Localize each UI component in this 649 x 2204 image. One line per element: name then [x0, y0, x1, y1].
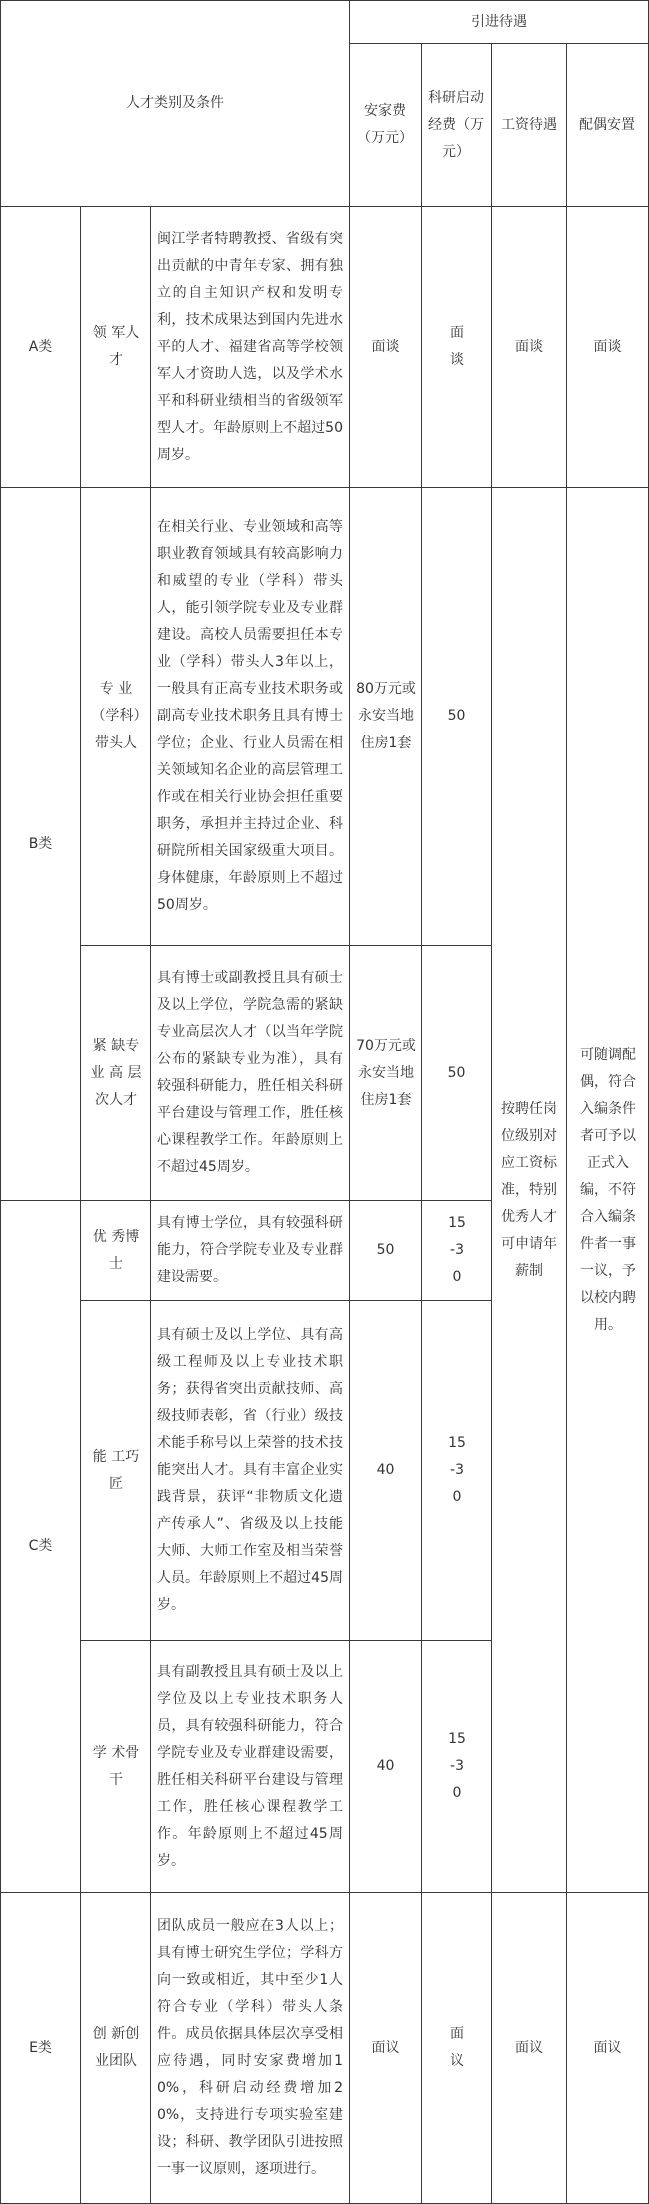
- peiou-a: 面谈: [593, 338, 622, 355]
- type-e-innovation-team: 创 新创业团队: [92, 2026, 140, 2069]
- condition-b-discipline-leader: 在相关行业、专业领域和高等职业教育领域具有较高影响力和威望的专业（学科）带头人，能引领学院专业及专业群建设。高校人员需要担任本专业（学科）带头人3年以上，一般具有正高专业技术职务或副高专业技术职务且具有博士学位；企业、行业人员需在相关领域知名企业的高层管理工作或在相关行业协会担任重要职务，承担并主持过企业、科研院所相关国家级重大项目。身体健康，年龄原则上不超过50周岁。: [157, 519, 343, 913]
- header-group-title: 引进待遇: [471, 13, 527, 30]
- header-gongzi: 工资待遇: [501, 116, 557, 133]
- anjia-c-excellent-doctor: 50: [376, 1242, 395, 1258]
- header-anjia: 安家费（万元）: [357, 103, 413, 146]
- anjia-c-craftsman: 40: [376, 1462, 395, 1478]
- gongzi-bc-shared: 按聘任岗位级别对应工资标准，特别优秀人才可申请年薪制: [501, 1100, 557, 1279]
- anjia-a: 面谈: [371, 338, 400, 355]
- keyan-b-shortage-talent: 50: [447, 1064, 466, 1081]
- anjia-e: 面议: [371, 2039, 400, 2056]
- header-left-title: 人才类别及条件: [126, 95, 224, 111]
- anjia-c-academic-backbone: 40: [376, 1758, 395, 1774]
- category-a: A类: [28, 338, 53, 355]
- category-col-divider: [80, 206, 81, 2204]
- category-b: B类: [28, 835, 53, 852]
- keyan-c-craftsman: 15-30: [448, 1435, 466, 1505]
- type-b-discipline-leader: 专 业（学科）带头人: [91, 681, 141, 751]
- header-keyan: 科研启动经费（万元）: [428, 89, 484, 160]
- header-peiou: 配偶安置: [579, 116, 635, 133]
- gongzi-a: 面谈: [515, 338, 543, 355]
- anjia-b-shortage-talent: 70万元或永安当地住房1套: [356, 1037, 416, 1108]
- type-a-leader: 领 军人才: [92, 325, 140, 368]
- condition-c-craftsman: 具有硕士及以上学位、具有高级工程师及以上专业技术职务；获得省突出贡献技师、高级技师表彰，省（行业）级技术能手称号以上荣誉的技术技能突出人才。具有丰富企业实践背景，获评“非物质文化遗产传承人”、省级及以上技能大师、大师工作室及相当荣誉人员。年龄原则上不超过45周岁。: [157, 1327, 343, 1613]
- condition-e: 团队成员一般应在3人以上；具有博士研究生学位；学科方向一致或相近，其中至少1人符合专业（学科）带头人条件。成员依据具体层次享受相应待遇，同时安家费增加10%，科研启动经费增加20%，支持进行专项实验室建设；科研、教学团队引进按照一事一议原则，逐项进行。: [157, 1918, 343, 2177]
- anjia-b-discipline-leader: 80万元或永安当地住房1套: [356, 681, 416, 751]
- peiou-e: 面议: [593, 2039, 622, 2056]
- gongzi-e: 面议: [515, 2039, 543, 2056]
- category-e: E类: [29, 2039, 52, 2056]
- type-col-divider: [150, 206, 151, 2204]
- keyan-c-excellent-doctor: 15-30: [448, 1215, 466, 1285]
- condition-c-academic-backbone: 具有副教授且具有硕士及以上学位及以上专业技术职务人员，具有较强科研能力，符合学院专业及专业群建设需要，胜任相关科研平台建设与管理工作，胜任核心课程教学工作。年龄原则上不超过45周岁。: [157, 1663, 343, 1869]
- keyan-e: 面议: [450, 2026, 464, 2069]
- condition-b-shortage-talent: 具有博士或副教授且具有硕士及以上学位，学院急需的紧缺专业高层次人才（以当年学院公布的紧缺专业为准），具有较强科研能力，胜任相关科研平台建设与管理工作，胜任核心课程教学工作。年龄原则上不超过45周岁。: [157, 970, 343, 1175]
- type-c-academic-backbone: 学 术骨干: [92, 1744, 140, 1788]
- type-b-shortage-talent: 紧 缺专业 高 层次人才: [90, 1037, 142, 1108]
- keyan-c-academic-backbone: 15-30: [448, 1731, 466, 1801]
- peiou-bc-shared: 可随调配偶，符合入编条件者可予以正式入编，不符合入编条件者一事一议，予以校内聘用。: [580, 1046, 636, 1333]
- keyan-b-discipline-leader: 50: [447, 708, 466, 724]
- keyan-a: 面谈: [450, 325, 464, 368]
- type-c-craftsman: 能 工巧匠: [92, 1448, 140, 1492]
- category-c: C类: [28, 1538, 53, 1554]
- condition-c-excellent-doctor: 具有博士学位，具有较强科研能力，符合学院专业及专业群建设需要。: [157, 1215, 343, 1285]
- type-c-excellent-doctor: 优 秀博士: [92, 1228, 140, 1272]
- condition-a: 闽江学者特聘教授、省级有突出贡献的中青年专家、拥有独立的自主知识产权和发明专利，技术成果达到国内先进水平的人才、福建省高等学校领军人才资助人选，以及学术水平和科研业绩相当的省级领军型人才。年龄原则上不超过50周岁。: [157, 230, 343, 463]
